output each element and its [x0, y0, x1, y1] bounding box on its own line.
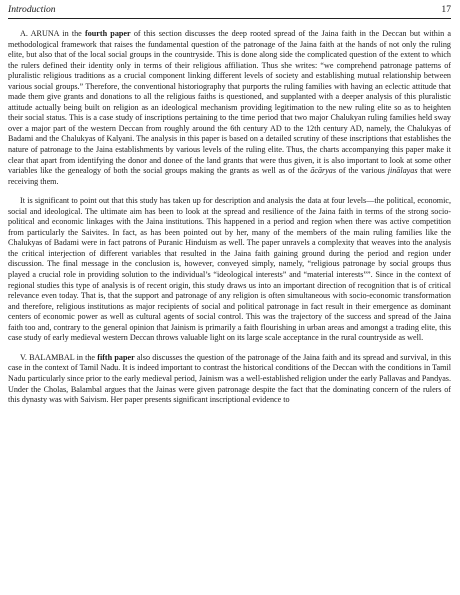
paper-reference: fifth paper: [97, 352, 135, 362]
text-run: A. ARUNA in the: [20, 29, 85, 38]
paragraph-balambal: [8, 353, 451, 406]
paper-reference: fourth paper: [84, 29, 131, 38]
text-run: V. BALAMBAL in the: [20, 352, 98, 362]
book-page: [8, 4, 451, 406]
text-run: also discusses the question of the patronage of the Jaina faith and its spread and survival, in this case in the context of Tamil Nadu. It is indeed important to contrast the historical conditions of the Deccan with the conditions in Tamil Nadu particularly since prior to the early medieval period, Jainism was a well-established religion under the early Pallavas and Pandyas. Under the Cholas, Balambal argues that the Jainas were given patronage despite the fact that the dominating concern of the rulers of this dynasty was with Saivism. Her paper presents significant inscriptional evidence to: [8, 352, 452, 405]
section-title: Introduction: [8, 4, 56, 15]
paragraph-levels: [8, 196, 451, 344]
running-head: [8, 4, 451, 19]
italic-term: jinālayas: [387, 166, 418, 176]
italic-term: ācāryas: [310, 166, 337, 176]
text-run: It is significant to point out that this study has taken up for description and analysis the data at four levels—the political, economic, social and ideological. The ultimate aim has been to look at the spread and resilience of the Jaina faith in terms of the strong socio-political and economic linkages with the Jaina institutions. This happened in a period and region when there was active competition from particularly the Saivites. In fact, as has been pointed out by her, many of the members of the main ruling families like the Chalukyas of Badami were in fact patrons of Puranic Hinduism as well. The paper unravels a complexity that weaves into the analysis the critical interjection of different variables that resulted in the Jaina faith gaining ground during the period and region under discussion. The final message in the conclusion is, however, conveyed simply, namely, “religious patronage by social groups thus played a crucial role in providing solution to the individual’s “ideological interests” and “material interests””. Since in the context of regional studies this type of analysis is of recent origin, this study draws us into an important direction of recognition that is of critical relevance even today. That is, that the support and patronage of any religion is often simultaneous with socio-economic transformation and therefore, religious institutions as major recipients of social and political patronage in fact result in their emergence as dominant centers of economic power as well as cultural agents of social control. This was the trajectory of the success and spread of the Jaina faith too and, contrary to the general opinion that Jainism is primarily a faith flourishing in urban areas and amongst a trading elite, this case study of early medieval western Deccan throws valuable light on its large scale acceptance in the rural countryside as well.: [8, 196, 451, 343]
paragraph-aruna: [8, 29, 451, 187]
page-number: 17: [441, 4, 451, 15]
text-run: that were receiving them.: [8, 166, 451, 186]
text-run: of this section discusses the deep rooted spread of the Jaina faith in the Deccan but within a methodological framework that raises the fundamental question of the patronage of the Jaina faith at the hands of not only the ruling elite, but also that of the local social groups in the countryside. This is done along side the complicated question of the extent to which the rulers defined their identity only in terms of their religious affiliation. Thus she writes: “we comprehend patronage patterns of pluralistic religious traditions as a crucial component linking different levels of society and establishing mutual relationship between various social groups.” Therefore, the conventional historiography that purports the ruling families with having an eclectic attitude that made them give grants and donations to all the religious faiths is questioned, and supplanted with a deeper analysis of this pluralistic attitude actually being built on religion as an ideological mechanism providing legitimation to the new ruling elite so as to heighten their social status. This is a case study of inscriptions pertaining to the time period that two major Chalukyan ruling families held sway over a major part of the western Deccan from roughly around the 6th century AD to the 12th century AD, namely, the Chalukyas of Badami and the Chalukyas of Kalyani. The analysis in this paper is based on a detailed scrutiny of these inscriptions that establishes the nature of patronage to the Jaina establishments by various levels of the ruling elite. Thus, the charts accompanying this paper make it clear that apart from identifying the donor and donee of the land grants that were thus given, it is also important to look at some other variables like the genealogy of both the social groups making the grants as well as of the: [8, 29, 452, 176]
body-text: [8, 29, 451, 406]
text-run: of the various: [336, 166, 388, 176]
